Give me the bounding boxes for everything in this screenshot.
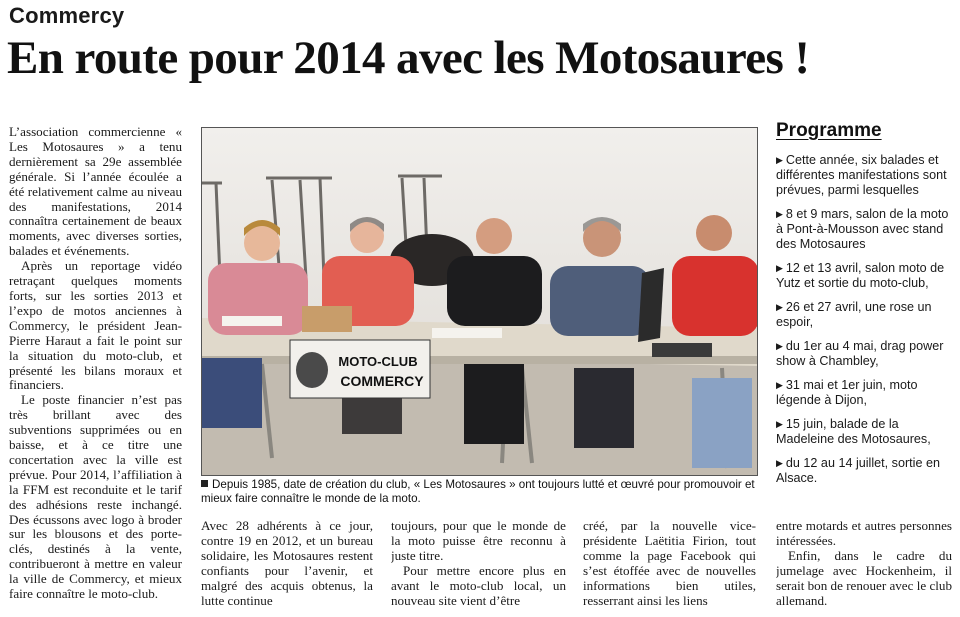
article-column-4 [583, 519, 756, 609]
banner-text-2: COMMERCY [340, 373, 424, 389]
article-column-3 [391, 519, 566, 609]
article-paragraph: L’association commercienne « Les Motosaures » a tenu dernièrement sa 29e assemblée générale. Si l’année écoulée a été relativement calme au niveau des manifestations, 2014 connaîtra certainement de beaux moments, avec diverses sorties, balades et événements. [9, 124, 182, 259]
programme-item [776, 153, 956, 198]
triangle-bullet-icon: ▶ [776, 155, 783, 165]
article-column-1 [9, 125, 182, 602]
programme-item-text: 12 et 13 avril, salon moto de Yutz et sortie du moto-club, [776, 261, 945, 290]
meeting-illustration [202, 128, 758, 476]
triangle-bullet-icon: ▶ [776, 341, 783, 351]
programme-item-text: 26 et 27 avril, une rose un espoir, [776, 300, 932, 329]
programme-sidebar [776, 120, 956, 495]
club-meeting-photo [201, 127, 758, 476]
triangle-bullet-icon: ▶ [776, 458, 783, 468]
caption-square-icon [201, 480, 208, 487]
programme-item-text: du 12 au 14 juillet, sortie en Alsace. [776, 456, 940, 485]
programme-item-text: du 1er au 4 mai, drag power show à Chambley, [776, 339, 944, 368]
article-paragraph: Avec 28 adhérents à ce jour, contre 19 en 2012, et un bureau solidaire, les Motosaures restent confiants pour l’avenir, et malgré des acquis obtenus, la lutte continue [201, 519, 373, 608]
triangle-bullet-icon: ▶ [776, 302, 783, 312]
box [302, 306, 352, 332]
triangle-bullet-icon: ▶ [776, 380, 783, 390]
programme-item [776, 378, 956, 408]
triangle-bullet-icon: ▶ [776, 419, 783, 429]
programme-item-text: 15 juin, balade de la Madeleine des Motosaures, [776, 417, 931, 446]
article-paragraph: Pour mettre encore plus en avant le moto-club local, un nouveau site vient d’être [391, 562, 566, 608]
banner-text-1: MOTO-CLUB [338, 354, 418, 369]
programme-item [776, 339, 956, 369]
article-column-2 [201, 519, 373, 609]
kicker-commercy: Commercy [9, 3, 125, 28]
programme-title: Programme [776, 120, 882, 141]
article-paragraph: Le poste financier n’est pas très brillant avec des subventions supprimées ou en baisse, et à ce titre une concertation avec la ville est prévue. Pour 2014, l’affiliation à la FFM est reconduite et le tarif des adhésions reste inchangé. Des écussons avec logo à broder sur les blousons et des porte-clés, destinés à la vente, contribueront à mettre en valeur la ville de Commercy, et mieux faire connaître le moto-club. [9, 392, 182, 602]
triangle-bullet-icon: ▶ [776, 209, 783, 219]
article-paragraph: Après un reportage vidéo retraçant quelques moments forts, sur les sorties 2013 et l’expo de motos anciennes à Commercy, le président Jean-Pierre Haraut a fait le point sur la situation du moto-club, et présenté les bilans moraux et financiers. [9, 258, 182, 393]
article-column-5 [776, 519, 952, 609]
programme-item-text: Cette année, six balades et différentes manifestations sont prévues, parmi lesquelles [776, 153, 947, 197]
moto-club-banner [290, 340, 430, 398]
programme-item [776, 207, 956, 252]
caption-text: Depuis 1985, date de création du club, « Les Motosaures » ont toujours lutté et œuvré pour promouvoir et mieux faire connaître le monde de la moto. [201, 478, 755, 505]
photo-caption [201, 478, 758, 506]
article-paragraph: créé, par la nouvelle vice-présidente Laëtitia Firion, tout comme la page Facebook qui s’est étoffée avec de nouvelles informations bien utiles, resserrant ainsi les liens [583, 519, 756, 608]
article-paragraph: entre motards et autres personnes intéressées. [776, 519, 952, 548]
triangle-bullet-icon: ▶ [776, 263, 783, 273]
article-paragraph: Enfin, dans le cadre du jumelage avec Hockenheim, il serait bon de renouer avec le club allemand. [776, 547, 952, 608]
programme-item [776, 456, 956, 486]
article-paragraph: toujours, pour que le monde de la moto puisse être reconnu à juste titre. [391, 519, 566, 563]
programme-item [776, 417, 956, 447]
programme-item [776, 300, 956, 330]
programme-item-text: 31 mai et 1er juin, moto légende à Dijon, [776, 378, 918, 407]
programme-item [776, 261, 956, 291]
headline: En route pour 2014 avec les Motosaures ! [7, 32, 810, 84]
programme-item-text: 8 et 9 mars, salon de la moto à Pont-à-Mousson avec stand des Motosaures [776, 207, 949, 251]
